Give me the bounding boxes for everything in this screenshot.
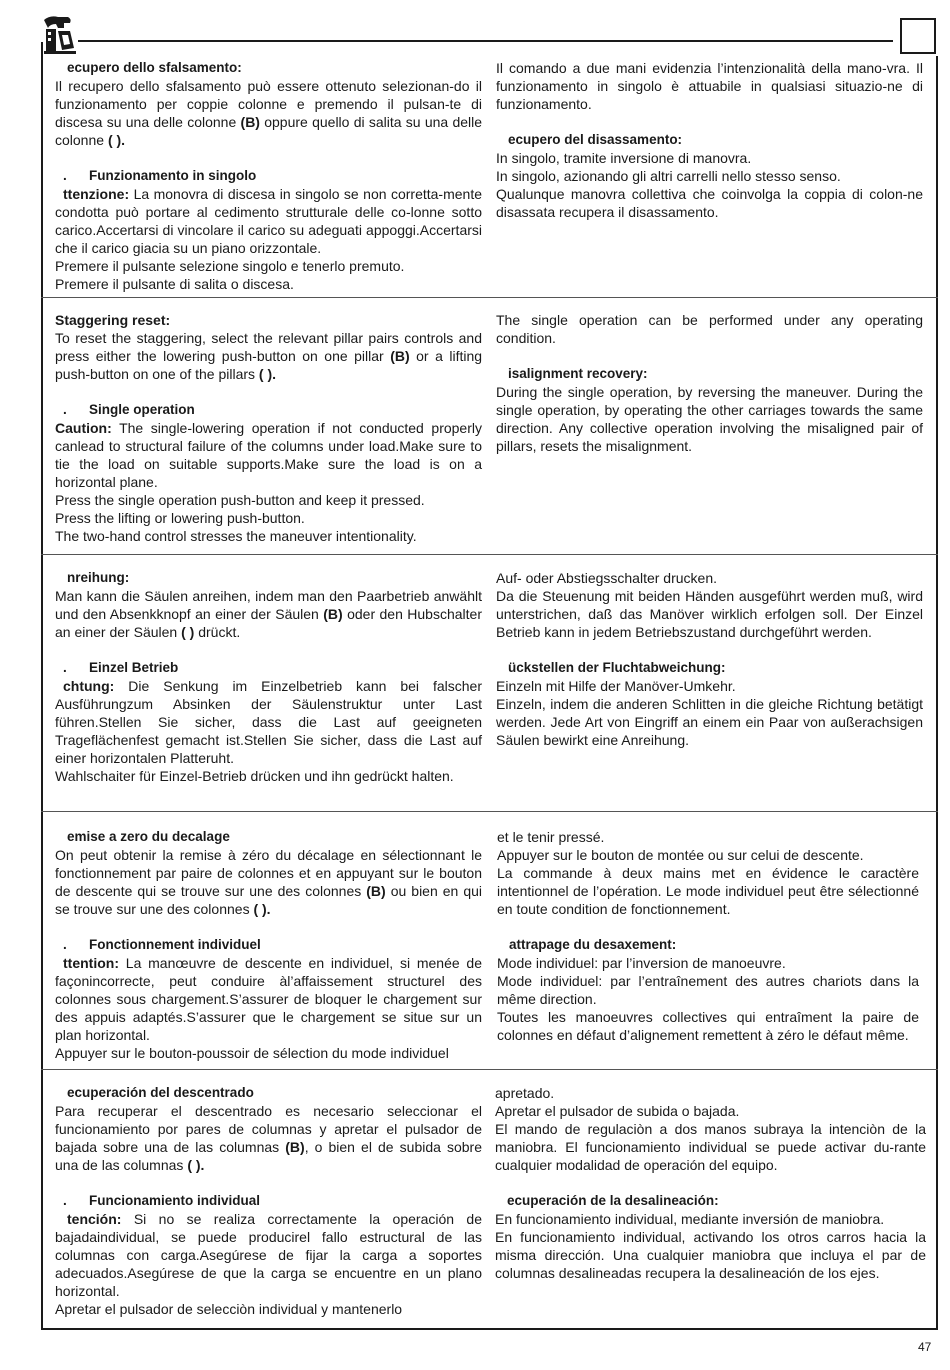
section-it-left bbox=[55, 59, 482, 293]
section-en-right bbox=[496, 311, 923, 455]
paragraph: To reset the staggering, select the relevant pillar pairs controls and press either the lowering push-button on one pillar (B) or a lifting push-button on one of the pillars ( ). bbox=[55, 330, 483, 382]
paragraph: Auf- oder Abstiegsschalter drucken. bbox=[496, 570, 718, 586]
paragraph: Da die Steuenung mit beiden Händen ausgeführt werden muß, wird unterstrichen, daß das Manöver wirklich erfolgen soll. Der Einzel Betrieb kann in jedem Betriebszustand durchgeführt werden. bbox=[496, 588, 923, 640]
section-de-right bbox=[496, 569, 923, 749]
paragraph: Appuyer sur le bouton-poussoir de sélection du mode individuel bbox=[55, 1045, 449, 1061]
section-heading: ecupero del disassamento: bbox=[508, 132, 683, 147]
warning-paragraph: ttenzione: La monovra di discesa in singolo se non corretta-mente condotta può portare al cedimento strutturale delle co-lonne sotto carico.Accertarsi di vincolare il carico su adeguati appoggi.Accertarsi che il carico giacia su un piano orizzontale. bbox=[55, 186, 482, 256]
paragraph: In singolo, tramite inversione di manovra. bbox=[496, 150, 752, 166]
subsection-heading: . Einzel Betrieb bbox=[63, 660, 179, 675]
paragraph: et le tenir pressé. bbox=[497, 829, 605, 845]
paragraph: Para recuperar el descentrado es necesario seleccionar el funcionamiento por pares de columnas y apretar el pulsador de bajada sobre una de las columnas (B), o bien el de subida sobre una de las columnas ( ). bbox=[55, 1103, 483, 1173]
paragraph: Einzeln mit Hilfe der Manöver-Umkehr. bbox=[496, 678, 736, 694]
header-box bbox=[900, 18, 936, 54]
section-heading: attrapage du desaxement: bbox=[509, 937, 677, 952]
section-divider bbox=[41, 811, 938, 812]
paragraph: On peut obtenir la remise à zéro du décalage en sélectionnant le fonctionnement par paire de colonnes et en appuyant sur le bouton de descente qui se trouve sur une des colonnes (B) ou bien en qui se trouve sur une des colonnes ( ). bbox=[55, 847, 483, 917]
paragraph: Einzeln, indem die anderen Schlitten in die gleiche Richtung betätigt werden. Jede Art von Eingriff an einem ein Paar von außerachsigen Säulen bewirkt eine Anreihung. bbox=[496, 696, 923, 748]
subsection-heading: . Funzionamento in singolo bbox=[63, 168, 257, 183]
section-heading: isalignment recovery: bbox=[508, 366, 648, 381]
page-number: 47 bbox=[918, 1340, 932, 1354]
paragraph: The two-hand control stresses the maneuver intentionality. bbox=[55, 528, 417, 544]
paragraph: En funcionamiento individual, activando los otros carros hacia la misma dirección. Una cualquier maniobra que incluya el par de columnas desalineadas recupera la desalineación de los ejes. bbox=[495, 1229, 926, 1281]
paragraph: Wahlschaiter für Einzel-Betrieb drücken und ihn gedrückt halten. bbox=[55, 768, 454, 784]
warning-paragraph: tención: Si no se realiza correctamente la operación de bajadaindividual, se puede producirel fallo estructural de las columnas con carga.Asegúrese de fijar la carga a soportes adecuados.Asegúrese de que la carga se encuentre en un plano horizontal. bbox=[55, 1211, 483, 1299]
paragraph: In singolo, azionando gli altri carrelli nello stesso senso. bbox=[496, 168, 841, 184]
paragraph: Il recupero dello sfalsamento può essere ottenuto selezionan-do il funzionamento per coppie colonne e premendo il pulsan-te di discesa su una delle colonne (B) oppure quello di salita su una delle colonne ( ). bbox=[55, 78, 483, 148]
section-divider bbox=[41, 1069, 938, 1070]
subsection-heading: . Single operation bbox=[63, 402, 195, 417]
warning-paragraph: chtung: Die Senkung im Einzelbetrieb kann bei falscher Ausführungzum Absinken der Säulenstruktur unter Last führen.Stellen Sie sicher, dass die Last auf geeigneten Trageflächenfest gemacht ist.Stellen Sie sicher, dass die Last auf einer horizontalen Platteruht. bbox=[55, 678, 483, 766]
paragraph: apretado. bbox=[495, 1085, 555, 1101]
paragraph: The single operation can be performed under any operating condition. bbox=[496, 312, 923, 346]
section-heading: emise a zero du decalage bbox=[67, 829, 230, 844]
section-divider bbox=[41, 297, 938, 298]
section-es-right bbox=[495, 1084, 926, 1282]
paragraph: Appuyer sur le bouton de montée ou sur celui de descente. bbox=[497, 847, 864, 863]
section-divider bbox=[41, 554, 938, 555]
section-heading: ecuperación del descentrado bbox=[67, 1085, 254, 1100]
frame-right-border bbox=[936, 56, 938, 1330]
paragraph: Man kann die Säulen anreihen, indem man den Paarbetrieb anwählt und den Absenkknopf an einer der Säulen (B) oder den Hubschalter an einer der Säulen ( ) drückt. bbox=[55, 588, 482, 640]
section-heading: ückstellen der Fluchtabweichung: bbox=[508, 660, 726, 675]
paragraph: Il comando a due mani evidenzia l’intenzionalità della mano-vra. Il funzionamento in singolo è attuabile in qualsiasi situazio-ne di funzionamento. bbox=[496, 60, 923, 112]
section-heading: nreihung: bbox=[67, 570, 130, 585]
paragraph: Mode individuel: par l’entraînement des autres chariots dans la même direction. bbox=[497, 973, 919, 1007]
section-fr-left bbox=[55, 828, 482, 1062]
warning-paragraph: Caution: The single-lowering operation if not conducted properly canlead to structural failure of the columns under load.Make sure to tie the load on suitable supports.Make sure the load is on a horizontal plane. bbox=[55, 420, 482, 490]
section-fr-right bbox=[497, 828, 919, 1044]
paragraph: Premere il pulsante di salita o discesa. bbox=[55, 276, 294, 292]
warning-paragraph: ttention: La manœuvre de descente en individuel, si menée de façonincorrecte, peut conduire àl’affaissement structurel des colonnes sous chargement.S’assurer de bloquer le chargement sur des appuis adaptés.S’assurer que le chargement se situe sur un plan horizontal. bbox=[55, 955, 483, 1043]
paragraph: Toutes les manoeuvres collectives qui entraîment la paire de colonnes en défaut d’alignement remettent à zéro le défaut même. bbox=[497, 1009, 919, 1043]
paragraph: Press the single operation push-button and keep it pressed. bbox=[55, 492, 425, 508]
paragraph: La commande à deux mains met en évidence le caractère intentionnel de l’opération. Le mode individuel peut être sélectionné en toute condition de fonctionnement. bbox=[497, 865, 919, 917]
section-heading: ecupero dello sfalsamento: bbox=[67, 60, 242, 75]
paragraph: During the single operation, by reversing the maneuver. During the single operation, by operating the other carriages towards the same direction. Any collective operation involving the misaligned pair of pillars, resets the misalignment. bbox=[496, 384, 923, 454]
paragraph: El mando de regulaciòn a dos manos subraya la intenciòn de la maniobra. El funcionamiento individual se puede activar du-rante cualquier modalidad de operación del equipo. bbox=[495, 1121, 926, 1173]
paragraph: Apretar el pulsador de subida o bajada. bbox=[495, 1103, 740, 1119]
manufacturer-logo-icon bbox=[40, 14, 78, 56]
paragraph: En funcionamiento individual, mediante inversión de maniobra. bbox=[495, 1211, 885, 1227]
section-it-right bbox=[496, 59, 923, 221]
paragraph: Apretar el pulsador de selecciòn individual y mantenerlo bbox=[55, 1301, 403, 1317]
paragraph: Qualunque manovra collettiva che coinvolga la coppia di colon-ne disassata recupera il disassamento. bbox=[496, 186, 923, 220]
section-heading: Staggering reset: bbox=[55, 312, 171, 328]
section-heading: ecuperación de la desalineación: bbox=[507, 1193, 719, 1208]
frame-left-border bbox=[41, 42, 43, 1330]
paragraph: Mode individuel: par l’inversion de manoeuvre. bbox=[497, 955, 786, 971]
subsection-heading: . Fonctionnement individuel bbox=[63, 937, 261, 952]
paragraph: Press the lifting or lowering push-button. bbox=[55, 510, 305, 526]
section-es-left bbox=[55, 1084, 482, 1318]
paragraph: Premere il pulsante selezione singolo e tenerlo premuto. bbox=[55, 258, 405, 274]
header-rule bbox=[78, 40, 893, 42]
section-en-left bbox=[55, 311, 482, 545]
frame-bottom-border bbox=[41, 1328, 938, 1330]
subsection-heading: . Funcionamiento individual bbox=[63, 1193, 261, 1208]
section-de-left bbox=[55, 569, 482, 785]
